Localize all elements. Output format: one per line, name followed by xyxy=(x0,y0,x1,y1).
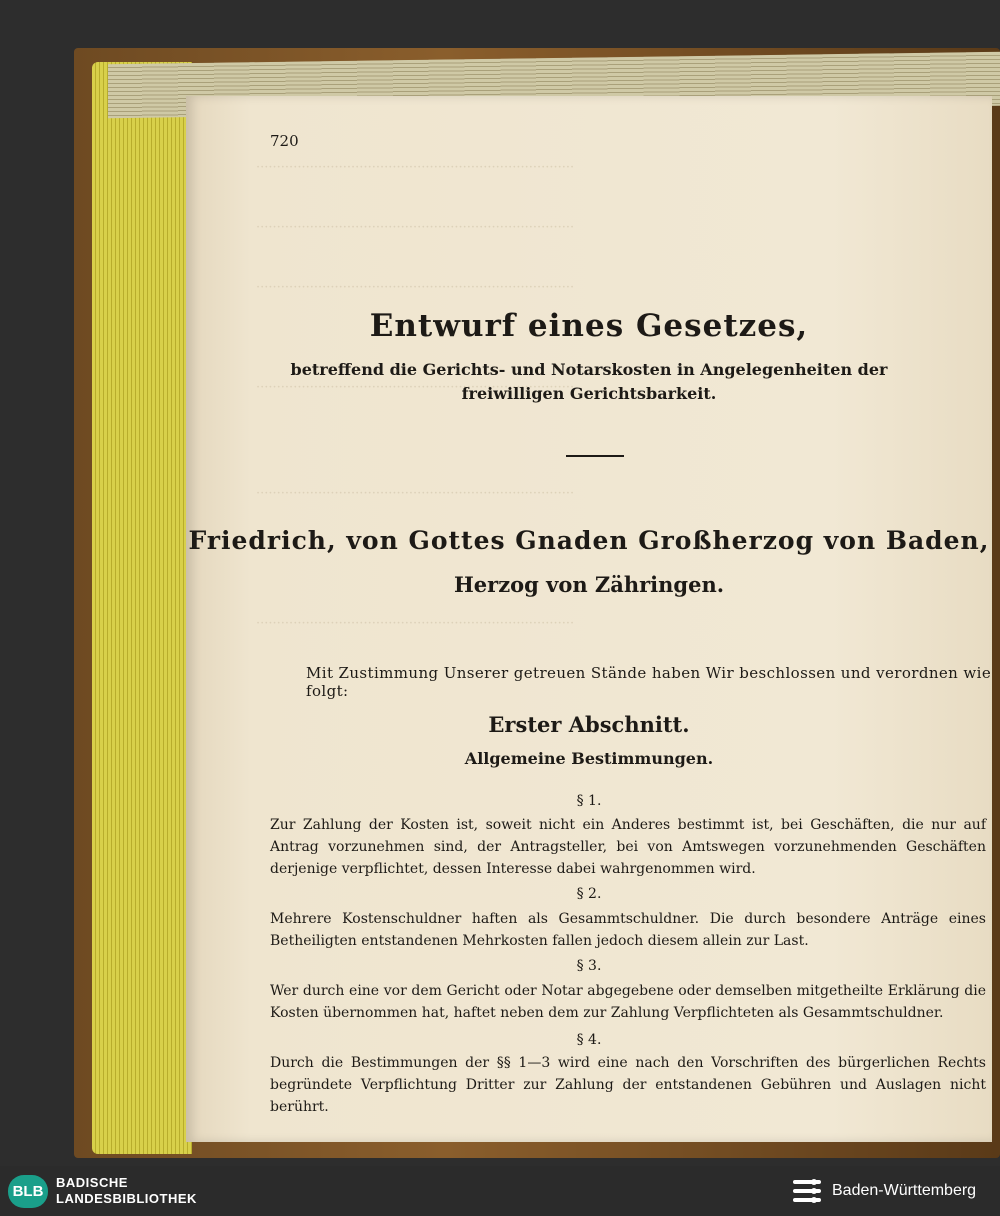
paragraph-heading: § 1. xyxy=(576,793,602,809)
page-edges xyxy=(92,62,192,1154)
law-title: Entwurf eines Gesetzes, xyxy=(369,308,809,344)
page-content xyxy=(186,96,992,1142)
footer-bar xyxy=(0,1166,1000,1216)
library-name-line2: LANDESBIBLIOTHEK xyxy=(56,1191,197,1206)
enactment-clause: Mit Zustimmung Unserer getreuen Stände haben Wir beschlossen und verordnen wie folgt: xyxy=(306,664,992,700)
section-subtitle: Allgemeine Bestimmungen. xyxy=(464,749,714,768)
book-page xyxy=(186,96,992,1142)
paragraph-heading: § 3. xyxy=(576,958,602,974)
library-name[interactable] xyxy=(56,1175,197,1207)
paragraph-text: Wer durch eine vor dem Gericht oder Notar abgegebene oder demselben mitgetheilte Erklärung die Kosten übernommen hat, haftet neben dem zur Zahlung Verpflichteten als Gesammtschuldner. xyxy=(270,983,986,1021)
state-name[interactable]: Baden-Württemberg xyxy=(832,1182,977,1199)
baden-wuerttemberg-lions-icon xyxy=(792,1176,822,1206)
paragraph-text: Durch die Bestimmungen der §§ 1—3 wird eine nach den Vorschriften des bürgerlichen Rechts begründete Verpflichtung Dritter zur Zahlung der entstandenen Gebühren und Auslagen nicht berührt. xyxy=(270,1055,986,1115)
blb-logo-icon[interactable]: BLB xyxy=(8,1175,48,1208)
library-name-line1: BADISCHE xyxy=(56,1175,128,1190)
paragraph-heading: § 4. xyxy=(576,1032,602,1048)
ruler-subtitle: Herzog von Zähringen. xyxy=(453,572,725,597)
ruler-title: Friedrich, von Gottes Gnaden Großherzog von Baden, xyxy=(188,526,990,555)
paragraph-heading: § 2. xyxy=(576,886,602,902)
page-number: 720 xyxy=(270,132,299,150)
section-title: Erster Abschnitt. xyxy=(488,712,690,737)
divider-rule xyxy=(566,455,624,457)
law-subtitle: betreffend die Gerichts- und Notarskosten in Angelegenheiten der freiwilligen Gerichtsbarkeit. xyxy=(290,360,888,403)
paragraph-text: Mehrere Kostenschuldner haften als Gesammtschuldner. Die durch besondere Anträge eines Betheiligten entstandenen Mehrkosten fallen jedoch diesem allein zur Last. xyxy=(270,911,986,949)
bleed-through-text: ············································································· ············································································· ············································································· ············································································· ············································································· ············································································· xyxy=(256,160,575,631)
paragraph-text: Zur Zahlung der Kosten ist, soweit nicht ein Anderes bestimmt ist, bei Geschäften, die nur auf Antrag vorzunehmen sind, der Antragsteller, bei von Amtswegen vorzunehmenden Geschäften derjenige verpflichtet, dessen Interesse dabei wahrgenommen wird. xyxy=(270,817,986,877)
